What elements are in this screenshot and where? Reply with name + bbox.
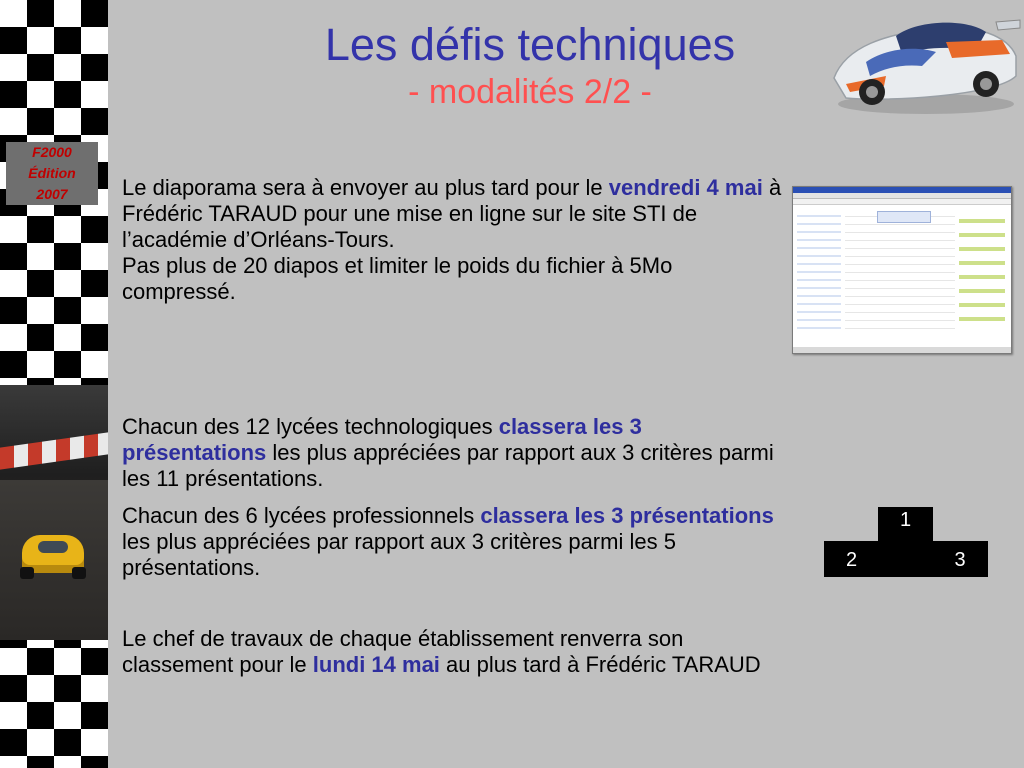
podium-second: 2 <box>824 541 879 577</box>
site-right-column <box>959 209 1005 329</box>
track-curb <box>0 432 108 469</box>
podium-third: 3 <box>932 541 988 577</box>
browser-addressbar <box>793 199 1011 205</box>
edition-badge <box>6 142 98 205</box>
highlight-ranking: classera les 3 présentations <box>122 414 642 465</box>
text: Le chef de travaux de chaque établissement renverra son classement pour le <box>122 626 684 677</box>
text: les plus appréciées par rapport aux 3 critères parmi les 5 présentations. <box>122 529 676 580</box>
checkered-stripe <box>0 0 108 768</box>
podium-first: 1 <box>878 507 933 577</box>
highlight-date: lundi 14 mai <box>312 652 440 677</box>
kart-wheel <box>72 567 86 579</box>
text: à Frédéric TARAUD pour une mise en ligne sur le site STI de l’académie d’Orléans-Tours. <box>122 175 782 252</box>
site-sidebar <box>797 209 841 329</box>
kart-cabin <box>38 541 68 553</box>
badge-line: 2007 <box>36 186 68 202</box>
title-block <box>180 18 880 112</box>
paragraph-chef-de-travaux <box>122 626 782 678</box>
highlight-ranking: classera les 3 présentations <box>480 503 774 528</box>
badge-line: Édition <box>28 165 76 181</box>
badge-line: F2000 <box>32 144 72 160</box>
text: Chacun des 6 lycées professionnels <box>122 503 481 528</box>
slide-subtitle: - modalités 2/2 - <box>408 73 652 111</box>
text: les plus appréciées par rapport aux 3 critères parmi les 11 présentations. <box>122 440 774 491</box>
slide-title: Les défis techniques <box>324 19 736 70</box>
text: Le diaporama sera à envoyer au plus tard pour le <box>122 175 609 200</box>
text: au plus tard à Frédéric TARAUD <box>439 652 761 677</box>
kart-wheel <box>20 567 34 579</box>
paragraph-deadline <box>122 175 782 305</box>
website-screenshot <box>792 186 1012 354</box>
site-main-content <box>845 209 955 329</box>
site-header <box>877 211 931 223</box>
paragraph-technological <box>122 414 790 492</box>
browser-statusbar <box>793 347 1011 353</box>
highlight-date: vendredi 4 mai <box>608 175 763 200</box>
track-photo <box>0 385 108 640</box>
race-car-icon <box>826 6 1022 118</box>
text: Pas plus de 20 diapos et limiter le poids du fichier à 5Mo compressé. <box>122 253 673 304</box>
text: Chacun des 12 lycées technologiques <box>122 414 499 439</box>
paragraph-professional <box>122 503 790 581</box>
